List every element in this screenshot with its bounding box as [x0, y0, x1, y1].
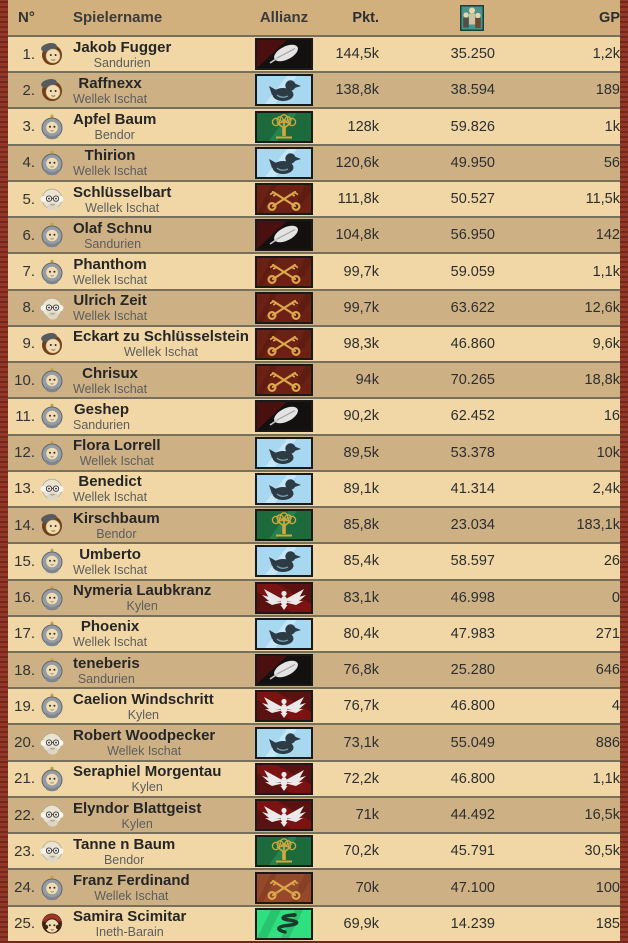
player-region: Wellek Ischat	[73, 91, 148, 106]
alliance-flag-icon	[257, 620, 311, 648]
alliance-flag[interactable]	[255, 545, 313, 577]
column-header-gp: GP	[599, 9, 620, 26]
player-region: Wellek Ischat	[73, 635, 148, 650]
player-avatar-icon	[39, 512, 65, 538]
player-region: Wellek Ischat	[73, 309, 148, 324]
alliance-flag[interactable]	[255, 183, 313, 215]
alliance-flag[interactable]	[255, 872, 313, 904]
alliance-flag[interactable]	[255, 763, 313, 795]
ranking-row[interactable]	[8, 397, 620, 433]
gp-value: 142	[595, 227, 620, 244]
gp-value: 56	[603, 154, 620, 171]
player-region: Wellek Ischat	[73, 562, 148, 577]
points-value: 111,8k	[337, 191, 379, 208]
column-header-alliance: Allianz	[259, 9, 309, 26]
rank-number: 14.	[14, 516, 35, 534]
population-value: 46.860	[450, 335, 495, 352]
alliance-flag-icon	[257, 910, 311, 938]
alliance-flag-icon	[257, 185, 311, 213]
ranking-row[interactable]	[8, 216, 620, 252]
ranking-row[interactable]	[8, 71, 620, 107]
column-header-population	[379, 5, 495, 31]
rank-number: 3.	[22, 118, 35, 136]
population-value: 47.100	[450, 879, 495, 896]
player-avatar-icon	[39, 295, 65, 321]
player-region: Kylen	[126, 599, 158, 614]
ranking-row[interactable]	[8, 434, 620, 470]
ranking-row[interactable]	[8, 542, 620, 578]
rank-number: 11.	[15, 407, 35, 425]
alliance-flag-icon	[257, 692, 311, 720]
ranking-row[interactable]	[8, 832, 620, 868]
points-value: 70,2k	[343, 843, 379, 860]
player-region: Wellek Ischat	[73, 164, 148, 179]
alliance-flag[interactable]	[255, 509, 313, 541]
player-avatar-icon	[39, 911, 65, 937]
player-name[interactable]: teneberis	[73, 654, 140, 672]
population-value: 62.452	[450, 408, 495, 425]
alliance-flag-icon	[257, 656, 311, 684]
gp-value: 0	[611, 589, 620, 606]
player-avatar-icon	[39, 548, 65, 574]
player-avatar-icon	[39, 114, 65, 140]
points-value: 144,5k	[335, 46, 379, 63]
player-avatar-icon	[39, 476, 65, 502]
player-region: Kylen	[127, 707, 159, 722]
population-value: 55.049	[450, 734, 495, 751]
player-avatar-icon	[39, 222, 65, 248]
population-value: 46.800	[450, 770, 495, 787]
alliance-flag-icon	[257, 76, 311, 104]
player-avatar-icon	[39, 621, 65, 647]
rank-number: 5.	[22, 190, 35, 208]
alliance-flag-icon	[257, 40, 311, 68]
rank-number: 19.	[14, 697, 35, 715]
player-name[interactable]: Jakob Fugger	[73, 38, 172, 56]
rank-number: 10.	[14, 371, 35, 389]
alliance-flag[interactable]	[255, 437, 313, 469]
alliance-flag[interactable]	[255, 473, 313, 505]
player-name[interactable]: Phoenix	[80, 618, 140, 636]
alliance-flag[interactable]	[255, 690, 313, 722]
population-value: 14.239	[450, 915, 495, 932]
points-value: 70k	[355, 879, 379, 896]
player-region: Wellek Ischat	[123, 345, 198, 360]
rank-number: 18.	[14, 661, 35, 679]
player-avatar-icon	[39, 403, 65, 429]
population-value: 47.983	[450, 625, 495, 642]
rank-number: 7.	[22, 263, 35, 281]
player-avatar-icon	[39, 802, 65, 828]
ranking-row[interactable]	[8, 289, 620, 325]
ranking-row[interactable]	[8, 107, 620, 143]
alliance-flag[interactable]	[255, 799, 313, 831]
alliance-flag-icon	[257, 765, 311, 793]
player-avatar-icon	[39, 730, 65, 756]
alliance-flag[interactable]	[255, 74, 313, 106]
player-region: Kylen	[121, 816, 153, 831]
gp-value: 185	[595, 915, 620, 932]
ranking-row[interactable]	[8, 868, 620, 904]
rank-number: 21.	[14, 770, 35, 788]
rank-number: 24.	[14, 879, 35, 896]
alliance-flag[interactable]	[255, 256, 313, 288]
population-value: 70.265	[450, 372, 495, 389]
ranking-row[interactable]	[8, 723, 620, 759]
points-value: 104,8k	[335, 227, 379, 244]
rank-number: 2.	[22, 81, 35, 99]
player-region: Wellek Ischat	[79, 454, 154, 469]
alliance-flag-icon	[257, 149, 311, 177]
ranking-row[interactable]	[8, 651, 620, 687]
population-value: 25.280	[450, 662, 495, 679]
player-name[interactable]: Schlüsselbart	[73, 183, 172, 201]
player-name[interactable]: Eckart zu Schlüsselstein	[73, 328, 249, 346]
points-value: 72,2k	[343, 770, 379, 787]
alliance-flag-icon	[257, 729, 311, 757]
population-value: 46.998	[450, 589, 495, 606]
alliance-flag[interactable]	[255, 147, 313, 179]
people-icon	[460, 5, 484, 31]
player-region: Wellek Ischat	[73, 273, 148, 288]
alliance-flag-icon	[257, 837, 311, 865]
points-value: 120,6k	[335, 154, 379, 171]
rank-number: 13.	[14, 480, 35, 498]
player-region: Wellek Ischat	[85, 200, 160, 215]
population-value: 38.594	[450, 82, 495, 99]
alliance-flag[interactable]	[255, 582, 313, 614]
rank-number: 20.	[14, 734, 35, 752]
player-name[interactable]: Thirion	[84, 147, 136, 165]
alliance-flag-icon	[257, 511, 311, 539]
alliance-flag[interactable]	[255, 292, 313, 324]
player-name[interactable]: Franz Ferdinand	[73, 872, 190, 889]
rank-number: 25.	[14, 915, 35, 933]
gp-value: 271	[595, 625, 620, 642]
ranking-row[interactable]	[8, 470, 620, 506]
player-region: Sandurien	[84, 236, 142, 251]
player-name[interactable]: Chrisux	[82, 364, 138, 382]
player-region: Wellek Ischat	[73, 490, 148, 505]
player-avatar-icon	[39, 186, 65, 212]
player-avatar-icon	[39, 585, 65, 611]
rank-number: 23.	[14, 842, 35, 860]
population-value: 53.378	[450, 444, 495, 461]
gp-value: 30,5k	[584, 843, 620, 860]
player-region: Wellek Ischat	[94, 889, 169, 903]
rank-number: 17.	[14, 625, 35, 643]
gp-value: 12,6k	[584, 299, 620, 316]
player-name[interactable]: Tanne n Baum	[73, 835, 176, 853]
player-avatar-icon	[39, 875, 65, 901]
points-value: 71k	[355, 807, 379, 824]
ranking-row[interactable]	[8, 144, 620, 180]
alliance-flag[interactable]	[255, 908, 313, 940]
gp-value: 16,5k	[584, 807, 620, 824]
points-value: 76,7k	[343, 698, 379, 715]
player-avatar-icon	[39, 41, 65, 67]
rank-number: 15.	[14, 552, 35, 570]
rank-number: 6.	[22, 226, 35, 244]
ranking-row[interactable]	[8, 361, 620, 397]
ranking-row[interactable]	[8, 37, 620, 71]
alliance-flag[interactable]	[255, 328, 313, 360]
player-name[interactable]: Geshep	[73, 400, 130, 418]
player-name[interactable]: Elyndor Blattgeist	[73, 799, 202, 817]
alliance-flag-icon	[257, 366, 311, 394]
player-avatar-icon	[39, 766, 65, 792]
rank-number: 4.	[22, 154, 35, 172]
alliance-flag-icon	[257, 584, 311, 612]
gp-value: 11,5k	[585, 191, 620, 208]
gp-value: 4	[611, 698, 620, 715]
ranking-row[interactable]	[8, 615, 620, 651]
player-name[interactable]: Benedict	[78, 473, 142, 491]
points-value: 94k	[355, 372, 379, 389]
alliance-flag-icon	[257, 294, 311, 322]
player-region: Wellek Ischat	[73, 381, 148, 396]
column-header-rank: N°	[18, 9, 35, 26]
alliance-flag-icon	[257, 330, 311, 358]
gp-value: 1,1k	[592, 770, 620, 787]
points-value: 89,1k	[343, 480, 379, 497]
alliance-flag[interactable]	[255, 400, 313, 432]
gp-value: 646	[595, 662, 620, 679]
alliance-flag[interactable]	[255, 835, 313, 867]
player-avatar-icon	[39, 838, 65, 864]
points-value: 138,8k	[335, 82, 379, 99]
ranking-rows	[8, 37, 620, 941]
points-value: 99,7k	[343, 263, 379, 280]
ranking-row[interactable]	[8, 180, 620, 216]
ranking-row[interactable]	[8, 796, 620, 832]
points-value: 85,8k	[343, 517, 379, 534]
rank-number: 22.	[14, 806, 35, 824]
rank-number: 9.	[22, 335, 35, 353]
player-name[interactable]: Seraphiel Morgentau	[73, 763, 222, 781]
player-name[interactable]: Olaf Schnu	[73, 219, 153, 237]
rank-number: 1.	[22, 45, 35, 63]
player-region: Bendor	[103, 852, 145, 867]
column-header-player: Spielername	[73, 9, 163, 26]
points-value: 99,7k	[343, 299, 379, 316]
points-value: 83,1k	[343, 589, 379, 606]
player-name[interactable]: Kirschbaum	[73, 509, 160, 527]
population-value: 49.950	[450, 154, 495, 171]
player-name[interactable]: Caelion Windschritt	[73, 690, 214, 708]
points-value: 90,2k	[343, 408, 379, 425]
table-header-row	[8, 0, 620, 37]
population-value: 59.059	[450, 263, 495, 280]
gp-value: 1,1k	[592, 263, 620, 280]
player-name[interactable]: Nymeria Laubkranz	[73, 582, 212, 600]
ranking-row[interactable]	[8, 325, 620, 361]
alliance-flag[interactable]	[255, 219, 313, 251]
population-value: 58.597	[450, 553, 495, 570]
alliance-flag-icon	[257, 874, 311, 902]
alliance-flag[interactable]	[255, 364, 313, 396]
player-region: Ineth-Barain	[95, 925, 164, 940]
alliance-flag-icon	[257, 402, 311, 430]
gp-value: 189	[595, 82, 620, 99]
alliance-flag[interactable]	[255, 38, 313, 70]
points-value: 85,4k	[343, 553, 379, 570]
gp-value: 2,4k	[592, 480, 620, 497]
player-region: Bendor	[96, 526, 137, 541]
player-avatar-icon	[39, 150, 65, 176]
player-avatar-icon	[39, 259, 65, 285]
alliance-flag-icon	[257, 258, 311, 286]
player-name[interactable]: Raffnexx	[78, 74, 142, 92]
ranking-row[interactable]	[8, 252, 620, 288]
population-value: 59.826	[450, 118, 495, 135]
population-value: 35.250	[450, 46, 495, 63]
player-avatar-icon	[39, 77, 65, 103]
player-avatar-icon	[39, 367, 65, 393]
alliance-flag[interactable]	[255, 111, 313, 143]
points-value: 73,1k	[343, 734, 379, 751]
player-region: Sandurien	[77, 671, 135, 686]
player-avatar-icon	[39, 657, 65, 683]
population-value: 23.034	[450, 517, 495, 534]
player-name[interactable]: Flora Lorrell	[73, 437, 161, 455]
player-region: Sandurien	[93, 55, 151, 70]
gp-value: 100	[595, 879, 620, 896]
gp-value: 1,2k	[592, 46, 620, 63]
rank-number: 12.	[14, 444, 35, 462]
population-value: 46.800	[450, 698, 495, 715]
points-value: 80,4k	[343, 625, 379, 642]
alliance-flag[interactable]	[255, 654, 313, 686]
alliance-flag-icon	[257, 547, 311, 575]
gp-value: 1k	[604, 118, 620, 135]
column-header-points: Pkt.	[352, 9, 379, 26]
gp-value: 26	[603, 553, 620, 570]
alliance-flag-icon	[257, 221, 311, 249]
player-region: Kylen	[131, 780, 163, 795]
points-value: 89,5k	[343, 444, 379, 461]
ranking-row[interactable]	[8, 506, 620, 542]
population-value: 63.622	[450, 299, 495, 316]
points-value: 76,8k	[343, 662, 379, 679]
gp-value: 16	[603, 408, 620, 425]
player-name[interactable]: Ulrich Zeit	[73, 292, 147, 310]
alliance-flag[interactable]	[255, 727, 313, 759]
points-value: 69,9k	[343, 915, 379, 932]
population-value: 45.791	[450, 843, 495, 860]
points-value: 98,3k	[343, 335, 379, 352]
ranking-row[interactable]	[8, 905, 620, 941]
ranking-row[interactable]	[8, 760, 620, 796]
player-avatar-icon	[39, 693, 65, 719]
gp-value: 9,6k	[592, 335, 620, 352]
player-name[interactable]: Umberto	[79, 545, 141, 563]
gp-value: 886	[595, 734, 620, 751]
gp-value: 18,8k	[584, 372, 620, 389]
player-name[interactable]: Robert Woodpecker	[73, 727, 216, 745]
ranking-table	[8, 0, 620, 941]
rank-number: 8.	[22, 299, 35, 317]
player-name[interactable]: Phanthom	[73, 256, 147, 274]
rank-number: 16.	[14, 589, 35, 607]
gp-value: 183,1k	[576, 517, 620, 534]
population-value: 41.314	[450, 480, 495, 497]
alliance-flag-icon	[257, 113, 311, 141]
alliance-flag-icon	[257, 801, 311, 829]
ranking-row[interactable]	[8, 579, 620, 615]
player-avatar-icon	[39, 331, 65, 357]
player-region: Sandurien	[73, 417, 130, 432]
player-region: Wellek Ischat	[107, 744, 182, 759]
alliance-flag-icon	[257, 439, 311, 467]
alliance-flag[interactable]	[255, 618, 313, 650]
population-value: 50.527	[450, 191, 495, 208]
player-avatar-icon	[39, 440, 65, 466]
alliance-flag-icon	[257, 475, 311, 503]
population-value: 56.950	[450, 227, 495, 244]
player-region: Bendor	[94, 128, 135, 143]
points-value: 128k	[347, 118, 379, 135]
ranking-row[interactable]	[8, 687, 620, 723]
gp-value: 10k	[596, 444, 620, 461]
population-value: 44.492	[450, 807, 495, 824]
player-name[interactable]: Apfel Baum	[73, 111, 157, 129]
player-name[interactable]: Samira Scimitar	[73, 908, 187, 926]
